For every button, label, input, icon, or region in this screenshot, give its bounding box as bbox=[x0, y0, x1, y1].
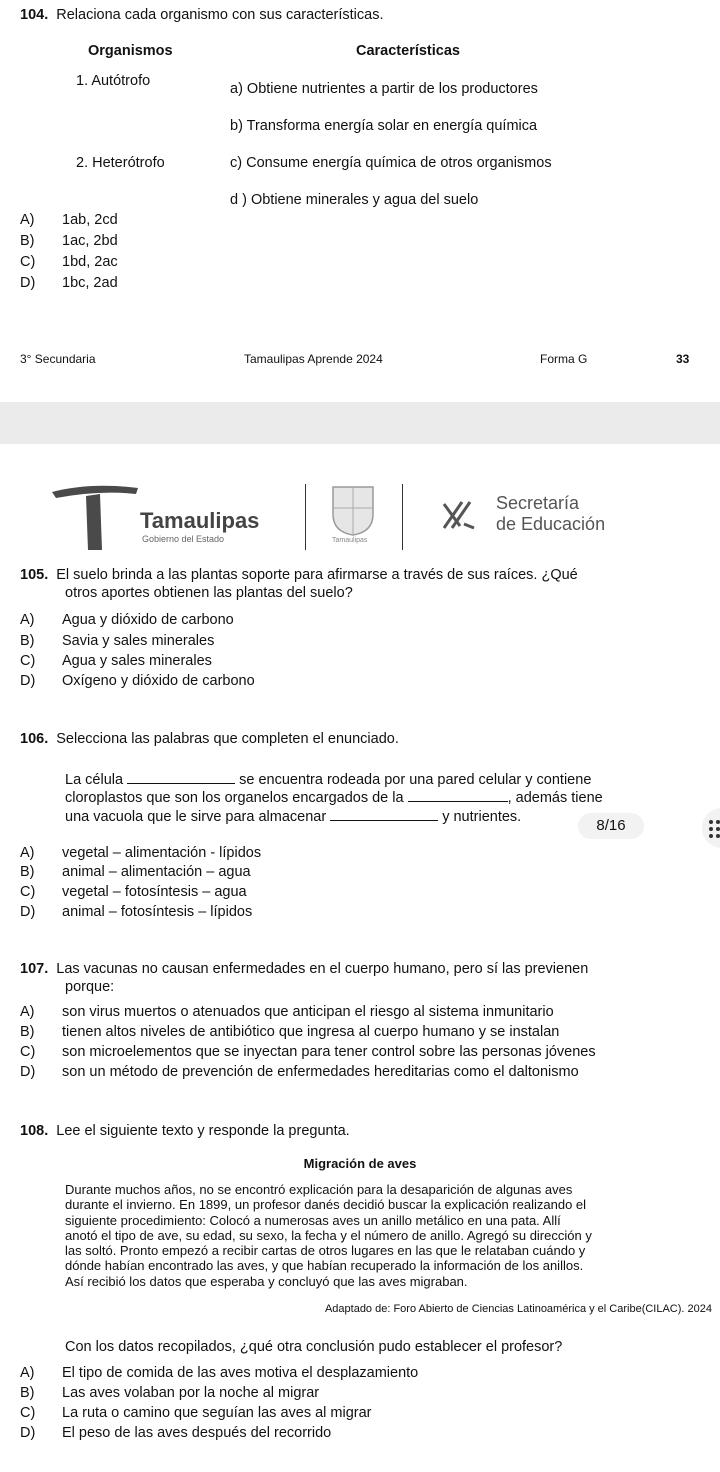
q104-option-a[interactable]: A) 1ab, 2cd bbox=[20, 212, 118, 228]
secretaria-label: Secretaría bbox=[496, 493, 580, 513]
blank-3[interactable] bbox=[330, 808, 438, 821]
q106-sentence-line2: cloroplastos que son los organelos encargados de la , además tiene bbox=[65, 790, 603, 806]
sep-logo-icon bbox=[440, 498, 480, 532]
q104-option-b[interactable]: B) 1ac, 2bd bbox=[20, 233, 118, 249]
q106-sentence-line3: una vacuola que le sirve para almacenar y nutrientes. bbox=[65, 809, 522, 825]
brand-name: Tamaulipas bbox=[140, 508, 260, 533]
q104-char-a: a) Obtiene nutrientes a partir de los productores bbox=[230, 81, 538, 97]
page-indicator: 8/16 bbox=[578, 813, 644, 839]
q104-char-b: b) Transforma energía solar en energía química bbox=[230, 118, 538, 134]
q107-prompt-line2: porque: bbox=[65, 979, 115, 995]
q106-option-c[interactable]: C) vegetal – fotosíntesis – agua bbox=[20, 884, 247, 900]
q107-option-a[interactable]: A) son virus muertos o atenuados que anticipan el riesgo al sistema inmunitario bbox=[20, 1004, 554, 1020]
q107-option-b[interactable]: B) tienen altos niveles de antibiótico que ingresa al cuerpo humano y se instalan bbox=[20, 1024, 560, 1040]
reading-source: Adaptado de: Foro Abierto de Ciencias Latinoamérica y el Caribe(CILAC). 2024 bbox=[324, 1303, 712, 1315]
q108-option-c[interactable]: C) La ruta o camino que seguían las aves al migrar bbox=[20, 1405, 372, 1421]
q107-option-c[interactable]: C) son microelementos que se inyectan para tener control sobre las personas jóvenes bbox=[20, 1044, 596, 1060]
q107-title bbox=[20, 960, 588, 978]
q108-title bbox=[20, 1122, 350, 1140]
q105-title bbox=[20, 566, 578, 584]
q104-number: 104. bbox=[20, 7, 49, 23]
q105-option-c[interactable]: C) Agua y sales minerales bbox=[20, 653, 212, 669]
footer-program: Tamaulipas Aprende 2024 bbox=[244, 352, 383, 366]
q108-question: Con los datos recopilados, ¿qué otra conclusión pudo establecer el profesor? bbox=[65, 1339, 563, 1355]
q108-option-a[interactable]: A) El tipo de comida de las aves motiva el desplazamiento bbox=[20, 1365, 419, 1381]
q105-number: 105. bbox=[20, 567, 49, 583]
brand-subtitle: Gobierno del Estado bbox=[142, 534, 225, 544]
footer-form: Forma G bbox=[540, 352, 588, 366]
footer-page-number: 33 bbox=[676, 352, 690, 366]
q105-option-b[interactable]: B) Savia y sales minerales bbox=[20, 633, 215, 649]
crest-caption: Tamaulipas bbox=[332, 537, 368, 544]
q107-prompt-line1: Las vacunas no causan enfermedades en el cuerpo humano, pero sí las previenen bbox=[56, 961, 589, 977]
q104-col-left: Organismos bbox=[88, 43, 173, 59]
q108-option-d[interactable]: D) El peso de las aves después del recorrido bbox=[20, 1425, 332, 1441]
state-crest-icon bbox=[330, 484, 376, 536]
q106-number: 106. bbox=[20, 731, 49, 747]
blank-2[interactable] bbox=[408, 789, 508, 802]
q107-option-d[interactable]: D) son un método de prevención de enfermedades hereditarias como el daltonismo bbox=[20, 1064, 579, 1080]
q104-organism-1: 1. Autótrofo bbox=[76, 73, 151, 89]
page-33 bbox=[0, 0, 720, 402]
q108-option-b[interactable]: B) Las aves volaban por la noche al migrar bbox=[20, 1385, 320, 1401]
q104-title bbox=[20, 6, 383, 24]
q106-option-a[interactable]: A) vegetal – alimentación - lípidos bbox=[20, 845, 262, 861]
q104-organism-2: 2. Heterótrofo bbox=[76, 155, 165, 171]
footer-grade: 3° Secundaria bbox=[20, 352, 96, 366]
tamaulipas-logo-icon bbox=[50, 484, 140, 554]
reading-passage: Durante muchos años, no se encontró explicación para la desaparición de algunas aves durante el invierno. En 1899, un profesor danés decidió buscar la explicación realizando el siguiente procedimiento: Colocó a numerosas aves un anillo metálico en una pata. Allí anotó el tipo de ave, su edad, su sexo, la fecha y el número de anillo. Agregó su dirección y las soltó. Pronto empezó a recibir cartas de otros lugares en las que le relataban cuándo y dónde habían encontrado las aves, y que habían recuperado la información de los anillos. Así recibió los datos que esperaba y concluyó que las aves migraban. bbox=[65, 1182, 592, 1289]
q107-number: 107. bbox=[20, 961, 49, 977]
q105-prompt-line1: El suelo brinda a las plantas soporte para afirmarse a través de sus raíces. ¿Qué bbox=[56, 567, 578, 583]
divider bbox=[305, 484, 306, 550]
q106-option-b[interactable]: B) animal – alimentación – agua bbox=[20, 864, 251, 880]
q106-option-d[interactable]: D) animal – fotosíntesis – lípidos bbox=[20, 904, 253, 920]
q108-prompt: Lee el siguiente texto y responde la pregunta. bbox=[56, 1123, 350, 1139]
q104-char-c: c) Consume energía química de otros organismos bbox=[230, 155, 552, 171]
q105-prompt-line2: otros aportes obtienen las plantas del suelo? bbox=[65, 585, 353, 601]
q106-sentence-line1: La célula se encuentra rodeada por una pared celular y contiene bbox=[65, 772, 592, 788]
q106-prompt: Selecciona las palabras que completen el enunciado. bbox=[56, 731, 399, 747]
q108-number: 108. bbox=[20, 1123, 49, 1139]
divider bbox=[402, 484, 403, 550]
reading-title: Migración de aves bbox=[303, 1156, 417, 1171]
q106-title bbox=[20, 730, 399, 748]
q104-char-d: d ) Obtiene minerales y agua del suelo bbox=[230, 192, 479, 208]
educacion-label: de Educación bbox=[496, 514, 606, 534]
page-separator bbox=[0, 402, 720, 444]
q104-option-c[interactable]: C) 1bd, 2ac bbox=[20, 254, 118, 270]
q105-option-d[interactable]: D) Oxígeno y dióxido de carbono bbox=[20, 673, 255, 689]
q104-option-d[interactable]: D) 1bc, 2ad bbox=[20, 275, 118, 291]
q105-option-a[interactable]: A) Agua y dióxido de carbono bbox=[20, 612, 234, 628]
blank-1[interactable] bbox=[127, 771, 235, 784]
q104-col-right: Características bbox=[356, 43, 460, 59]
q104-prompt: Relaciona cada organismo con sus características. bbox=[56, 7, 384, 23]
